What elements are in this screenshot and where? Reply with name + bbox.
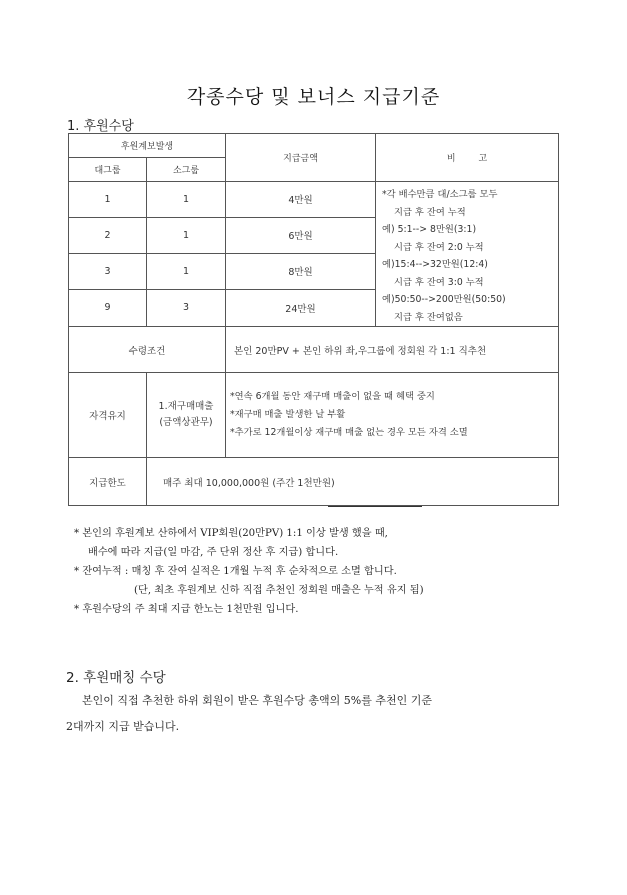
note-line: 예)50:50-->200만원(50:50) bbox=[382, 294, 506, 305]
qualification-sub-line: (금액상관무) bbox=[159, 417, 213, 428]
note-line: 시급 후 잔여 2:0 누적 bbox=[394, 241, 484, 253]
section1-notes bbox=[74, 524, 424, 619]
limit-value: 매주 최대 10,000,000원 (주간 1천만원) bbox=[147, 458, 559, 506]
qualification-bullet: *연속 6개월 동안 재구매 매출이 없을 때 혜택 중지 bbox=[230, 391, 435, 402]
cell-small: 1 bbox=[147, 217, 226, 253]
table-row bbox=[69, 182, 559, 218]
limit-label: 지급한도 bbox=[69, 458, 147, 506]
note-item: * 본인의 후원계보 산하에서 VIP회원(20만PV) 1:1 이상 발생 했을 때, bbox=[74, 528, 388, 539]
qualification-label: 자격유지 bbox=[69, 373, 147, 458]
bonus-table bbox=[68, 133, 559, 506]
section2-body bbox=[66, 688, 546, 740]
note-line: *각 배수만큼 대/소그룹 모두 bbox=[382, 189, 498, 200]
cell-small: 1 bbox=[147, 182, 226, 218]
cell-big: 9 bbox=[69, 289, 147, 326]
header-note: 비 고 bbox=[376, 134, 559, 182]
section2-heading: 2. 후원매칭 수당 bbox=[66, 670, 166, 686]
note-line: 시급 후 잔여 3:0 누적 bbox=[394, 276, 484, 288]
note-line: 지급 후 잔여없음 bbox=[394, 311, 463, 323]
note-item: * 잔여누적 : 매칭 후 잔여 실적은 1개월 누적 후 순차적으로 소멸 합니다. bbox=[74, 566, 397, 577]
condition-value: 본인 20만PV + 본인 하위 좌,우그룹에 정회원 각 1:1 직추천 bbox=[226, 327, 559, 373]
cell-amount: 6만원 bbox=[226, 217, 376, 253]
qualification-bullets bbox=[226, 373, 559, 458]
qualification-bullet: *추가로 12개월이상 재구매 매출 없는 경우 모든 자격 소멸 bbox=[230, 427, 468, 438]
condition-label: 수령조건 bbox=[69, 327, 226, 373]
underline-mark bbox=[328, 506, 422, 507]
document-title: 각종수당 및 보너스 지급기준 bbox=[186, 86, 441, 108]
limit-row bbox=[69, 458, 559, 506]
cell-amount: 8만원 bbox=[226, 253, 376, 289]
section1-heading: 1. 후원수당 bbox=[67, 119, 134, 134]
qualification-row bbox=[69, 373, 559, 458]
note-line: 지급 후 잔여 누적 bbox=[394, 206, 466, 218]
note-item: (단, 최초 후원계보 신하 직접 추천인 정회원 매출은 누적 유지 됨) bbox=[134, 585, 424, 596]
header-group: 후원계보발생 bbox=[69, 134, 226, 158]
header-small-group: 소그룹 bbox=[147, 158, 226, 182]
qualification-bullet: *재구매 매출 발생한 날 부활 bbox=[230, 409, 346, 420]
cell-big: 2 bbox=[69, 217, 147, 253]
cell-big: 1 bbox=[69, 182, 147, 218]
qualification-sub bbox=[147, 373, 226, 458]
section2-line: 2대까지 지급 받습니다. bbox=[66, 720, 180, 733]
cell-amount: 4만원 bbox=[226, 182, 376, 218]
cell-small: 3 bbox=[147, 289, 226, 326]
cell-amount: 24만원 bbox=[226, 289, 376, 326]
header-amount: 지급금액 bbox=[226, 134, 376, 182]
cell-small: 1 bbox=[147, 253, 226, 289]
header-big-group: 대그룹 bbox=[69, 158, 147, 182]
note-cell bbox=[376, 182, 559, 327]
cell-big: 3 bbox=[69, 253, 147, 289]
note-line: 예) 5:1--> 8만원(3:1) bbox=[382, 224, 477, 235]
qualification-sub-line: 1.재구매매출 bbox=[158, 401, 214, 412]
condition-row bbox=[69, 327, 559, 373]
note-item: 배수에 따라 지급(일 마감, 주 단위 정산 후 지급) 합니다. bbox=[88, 547, 339, 558]
note-item: * 후원수당의 주 최대 지급 한노는 1천만원 입니다. bbox=[74, 604, 299, 615]
note-line: 예)15:4-->32만원(12:4) bbox=[382, 259, 488, 270]
section2-line: 본인이 직접 추천한 하위 회원이 받은 후원수당 총액의 5%를 추천인 기준 bbox=[82, 694, 432, 707]
